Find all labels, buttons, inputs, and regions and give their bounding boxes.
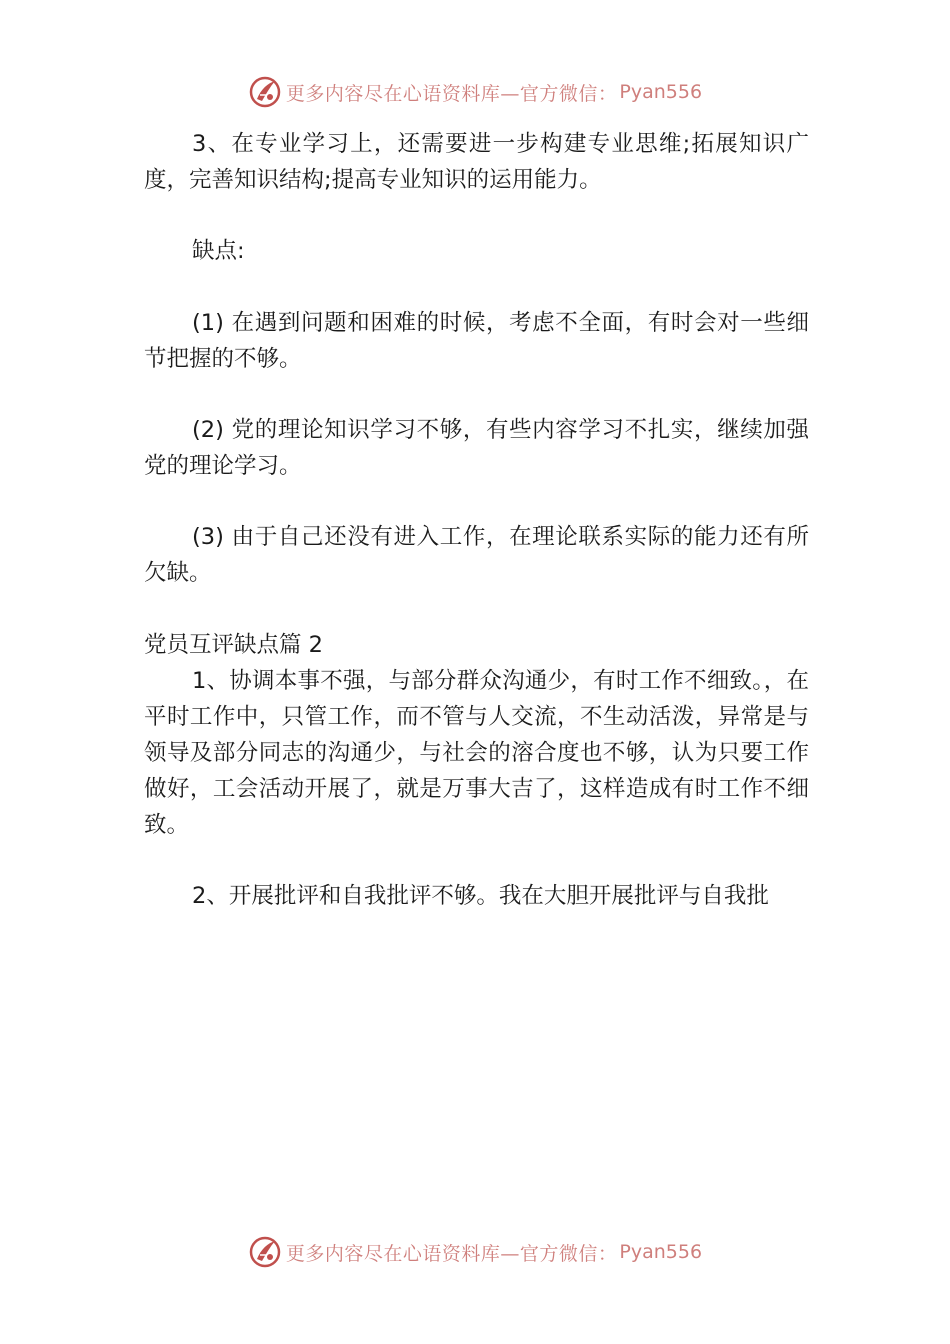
logo-icon [248,75,282,109]
watermark-text: 更多内容尽在心语资料库—官方微信： [285,1242,618,1265]
paragraph-section-2-item-2: 2、开展批评和自我批评不够。我在大胆开展批评与自我批 [192,883,769,909]
paragraph-point-3: (3) 由于自己还没有进入工作，在理论联系实际的能力还有所欠缺。 [144,524,809,586]
watermark-text: 更多内容尽在心语资料库—官方微信： [285,82,618,105]
section-title: 党员互评缺点篇 2 [144,632,323,658]
paragraph-point-1: (1) 在遇到问题和困难的时候，考虑不全面，有时会对一些细节把握的不够。 [144,310,809,372]
watermark-id: Pyan556 [619,1241,703,1263]
watermark-banner-top [0,72,950,112]
paragraph-section-2-item-1: 1、协调本事不强，与部分群众沟通少，有时工作不细致。，在平时工作中，只管工作，而不管与人交流，不生动活泼，异常是与领导及部分同志的沟通少，与社会的溶合度也不够，认为只要工作做好，工会活动开展了，就是万事大吉了，这样造成有时工作不细致。 [144,668,809,838]
logo-icon [248,1235,282,1269]
paragraph-point-2: (2) 党的理论知识学习不够，有些内容学习不扎实，继续加强党的理论学习。 [144,417,809,479]
watermark-banner-bottom [0,1232,950,1272]
paragraph-shortcomings-heading: 缺点: [192,238,245,264]
watermark-id: Pyan556 [619,81,703,103]
paragraph-1: 3、在专业学习上，还需要进一步构建专业思维;拓展知识广度，完善知识结构;提高专业知识的运用能力。 [144,131,809,193]
